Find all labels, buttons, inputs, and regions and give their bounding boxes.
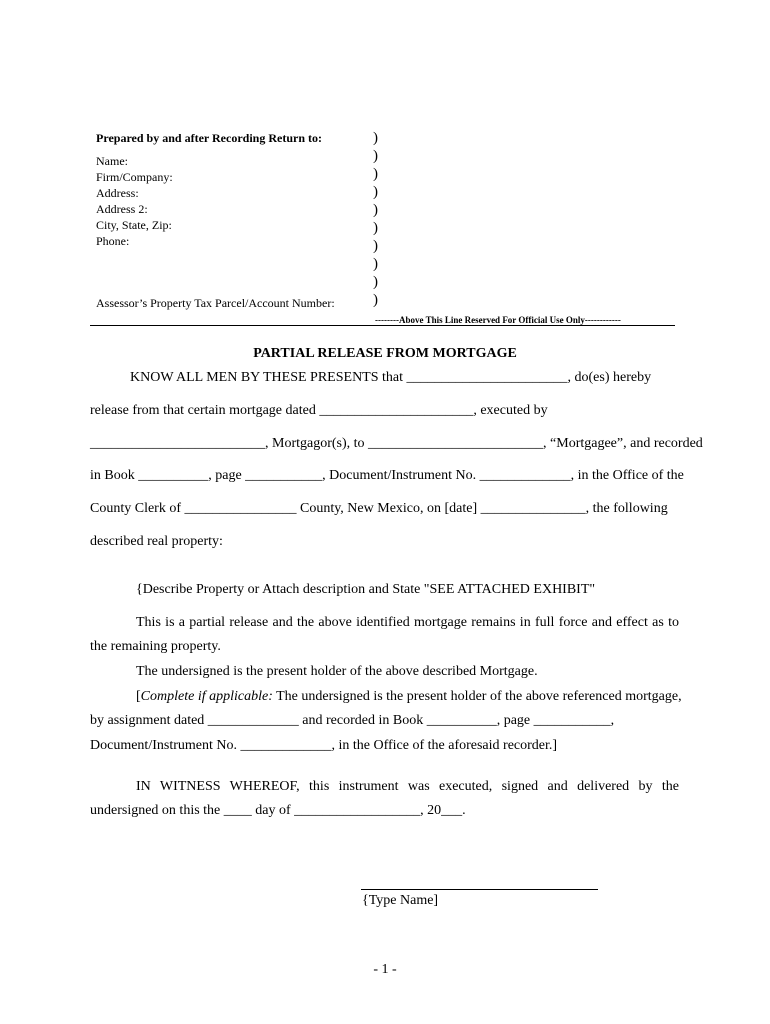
witness-line-a: IN WITNESS WHEREOF, this instrument was executed, signed and delivered by the	[136, 779, 679, 794]
witness-line-b: undersigned on this the ____ day of __________________, 20___.	[90, 803, 466, 818]
complete-if-applicable-italic: Complete if applicable:	[140, 689, 273, 704]
partial-release-line-a: This is a partial release and the above identified mortgage remains in full force and effect as to	[136, 615, 679, 630]
paren: )	[373, 202, 378, 218]
paren: )	[373, 238, 378, 254]
document-number-line: Document/Instrument No. _____________, in the Office of the aforesaid recorder.]	[90, 738, 558, 753]
present-holder-line: The undersigned is the present holder of the above described Mortgage.	[136, 664, 538, 679]
body-line-6: described real property:	[90, 534, 223, 549]
address-field-label: Address:	[96, 186, 139, 200]
partial-release-line-b: the remaining property.	[90, 639, 221, 654]
signature-line	[361, 889, 598, 890]
document-title: PARTIAL RELEASE FROM MORTGAGE	[253, 346, 517, 361]
page-number: - 1 -	[373, 962, 397, 977]
body-line-5: County Clerk of ________________ County, New Mexico, on [date] _______________, the following	[90, 501, 668, 516]
paren: )	[373, 220, 378, 236]
signature-type-name-label: {Type Name]	[362, 893, 439, 908]
paren: )	[373, 256, 378, 272]
paren: )	[373, 274, 378, 290]
paren: )	[373, 292, 378, 308]
name-field-label: Name:	[96, 154, 128, 168]
describe-property-line: {Describe Property or Attach description and State "SEE ATTACHED EXHIBIT"	[136, 582, 596, 597]
paren: )	[373, 184, 378, 200]
assessor-parcel-label: Assessor’s Property Tax Parcel/Account Number:	[96, 296, 335, 310]
city-state-zip-field-label: City, State, Zip:	[96, 218, 172, 232]
paren: )	[373, 166, 378, 182]
prepared-by-heading: Prepared by and after Recording Return to:	[96, 131, 322, 145]
address2-field-label: Address 2:	[96, 202, 148, 216]
firm-field-label: Firm/Company:	[96, 170, 173, 184]
official-use-notice: --------Above This Line Reserved For Official Use Only------------	[375, 315, 621, 325]
header-divider	[90, 325, 675, 326]
complete-if-applicable-line: [Complete if applicable: The undersigned is the present holder of the above referenced mortgage,	[136, 689, 682, 704]
body-line-3: _________________________, Mortgagor(s), to _________________________, “Mortgagee”, and recorded	[90, 436, 703, 451]
paren: )	[373, 148, 378, 164]
body-line-1: KNOW ALL MEN BY THESE PRESENTS that _______________________, do(es) hereby	[130, 370, 652, 385]
complete-if-applicable-rest: The undersigned is the present holder of the above referenced mortgage,	[272, 689, 682, 704]
phone-field-label: Phone:	[96, 234, 130, 248]
assignment-line: by assignment dated _____________ and recorded in Book __________, page ___________,	[90, 713, 615, 728]
body-line-2: release from that certain mortgage dated ______________________, executed by	[90, 403, 548, 418]
paren: )	[373, 130, 378, 146]
body-line-4: in Book __________, page ___________, Document/Instrument No. _____________, in the Office of the	[90, 468, 684, 483]
